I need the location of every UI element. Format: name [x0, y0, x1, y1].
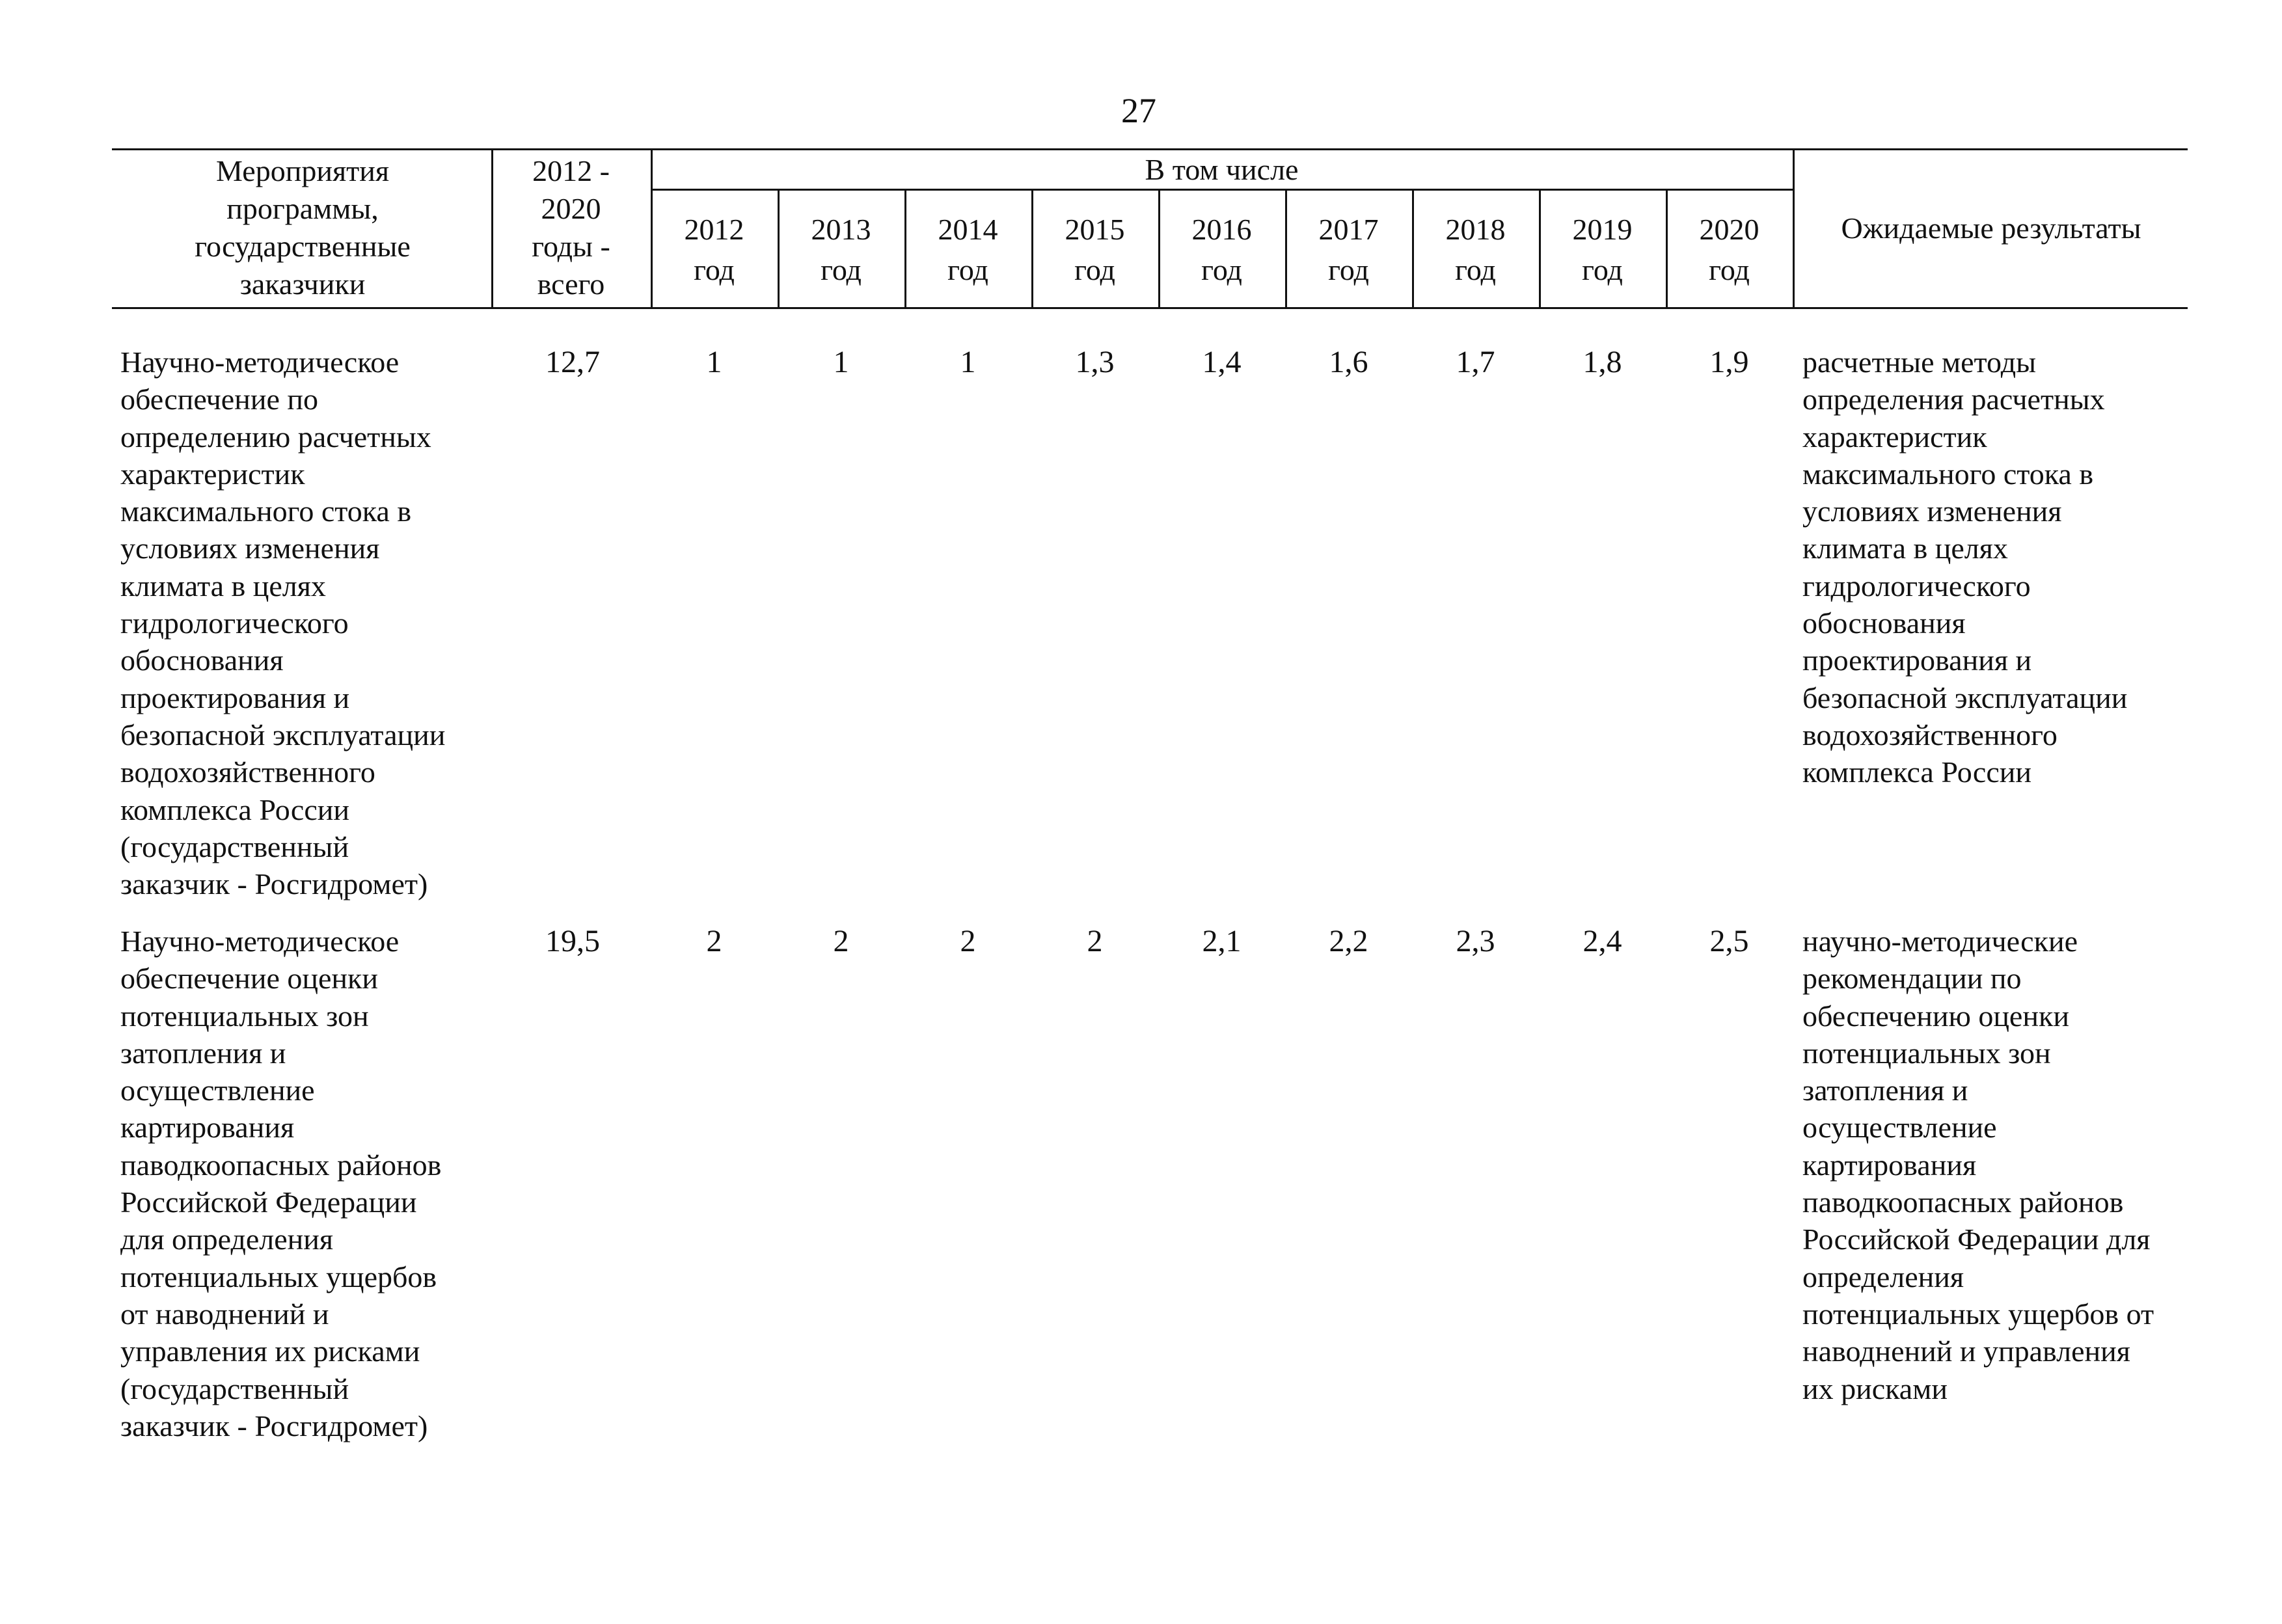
header-year-2016: 2016 год [1191, 213, 1252, 286]
header-including: В том числе [1145, 153, 1299, 186]
row2-total: 19,5 [545, 924, 600, 958]
row1-activity: Научно-методическое обеспечение по определению расчетных характеристик максимального стока в условиях изменения климата в целях гидрологического обоснования проектирования и безопасной эксплуатации водохозяйственного комплекса России (государственный заказчик - Росгидромет) [120, 345, 446, 901]
header-year-2020: 2020 год [1699, 213, 1759, 286]
header-year-2012: 2012 год [684, 213, 744, 286]
header-year-2015: 2015 год [1065, 213, 1125, 286]
row1-value-2016: 1,4 [1202, 345, 1242, 379]
row1-value-2014: 1 [960, 345, 976, 379]
row2-value-2020: 2,5 [1709, 924, 1749, 958]
row2-value-2015: 2 [1087, 924, 1103, 958]
table-top-rule [112, 148, 2188, 150]
header-year-2014: 2014 год [938, 213, 998, 286]
row2-value-2019: 2,4 [1582, 924, 1622, 958]
header-year-2017: 2017 год [1318, 213, 1379, 286]
header-divider [491, 148, 493, 307]
row2-value-2012: 2 [706, 924, 722, 958]
header-divider [1793, 148, 1795, 307]
row1-value-2019: 1,8 [1582, 345, 1622, 379]
row1-value-2017: 1,6 [1329, 345, 1368, 379]
header-activity: Мероприятия программы, государственные заказчики [195, 154, 411, 301]
header-year-2019: 2019 год [1572, 213, 1633, 286]
row1-value-2013: 1 [833, 345, 849, 379]
including-under-rule [651, 189, 1793, 191]
row1-value-2020: 1,9 [1709, 345, 1749, 379]
row2-result: научно-методические рекомендации по обеспечению оценки потенциальных зон затопления и осуществление картирования паводкоопасных районов Российской Федерации для определения потенциальных ущербов от наводнений и управления их рисками [1802, 925, 2154, 1405]
header-year-2013: 2013 год [811, 213, 871, 286]
row2-activity: Научно-методическое обеспечение оценки потенциальных зон затопления и осуществление картирования паводкоопасных районов Российской Федерации для определения потенциальных ущербов от наводнений и управления их рисками (государственный заказчик - Росгидромет) [120, 925, 442, 1442]
row2-value-2013: 2 [833, 924, 849, 958]
row1-value-2018: 1,7 [1456, 345, 1495, 379]
row1-result: расчетные методы определения расчетных характеристик максимального стока в условиях изменения климата в целях гидрологического обоснования проектирования и безопасной эксплуатации водохозяйственного комплекса России [1802, 345, 2128, 789]
header-year-2018: 2018 год [1445, 213, 1506, 286]
row1-total: 12,7 [545, 345, 600, 379]
header-results: Ожидаемые результаты [1841, 211, 2141, 245]
row1-value-2015: 1,3 [1075, 345, 1115, 379]
header-total: 2012 - 2020 годы - всего [532, 154, 610, 301]
row2-value-2014: 2 [960, 924, 976, 958]
row2-value-2017: 2,2 [1329, 924, 1368, 958]
row2-value-2018: 2,3 [1456, 924, 1495, 958]
page-number: 27 [1121, 91, 1156, 130]
row1-value-2012: 1 [706, 345, 722, 379]
header-bottom-rule [112, 307, 2188, 309]
row2-value-2016: 2,1 [1202, 924, 1242, 958]
